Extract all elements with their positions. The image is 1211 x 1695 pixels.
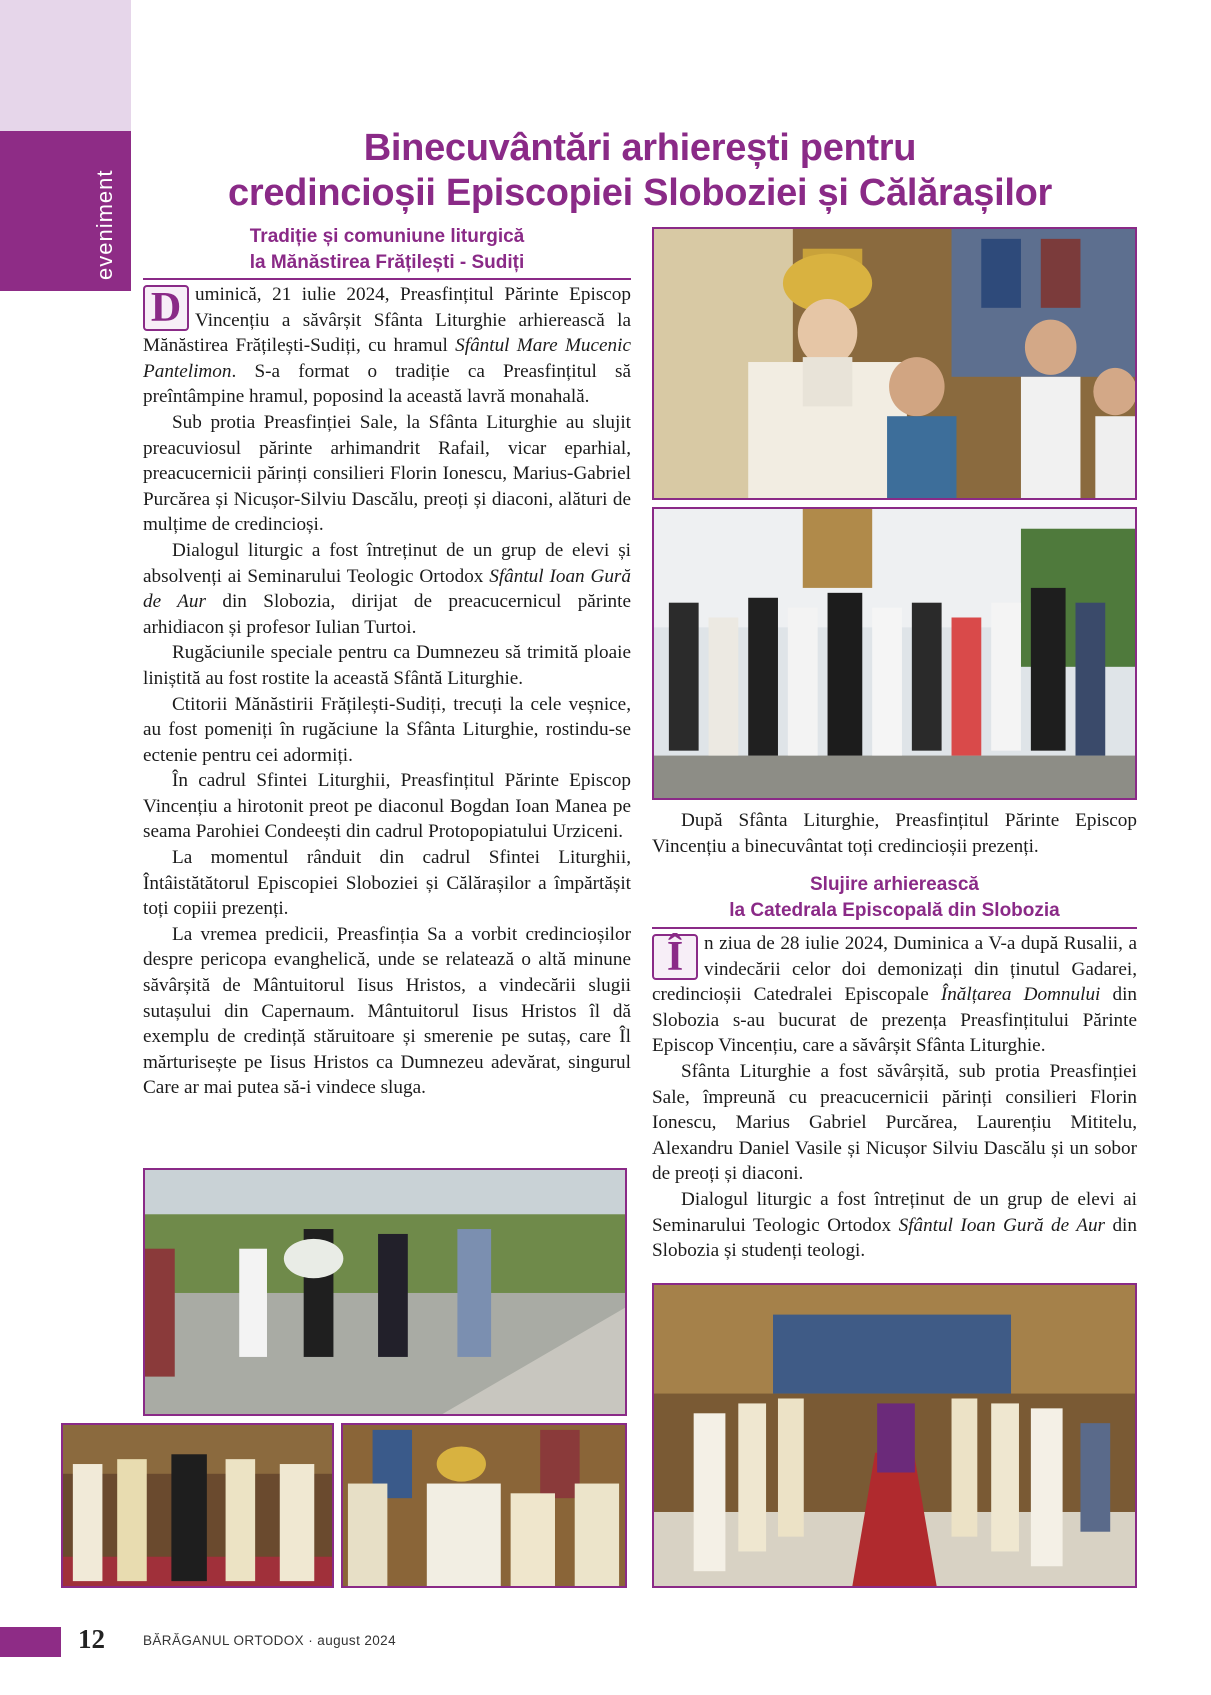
article1-paragraph-5: Ctitorii Mănăstirii Frățilești-Sudiți, trecuți la cele veșnice, au fost pomeniți în rugăciune la Sfânta Liturghie, rostindu-se ectenie pentru cei adormiți.	[143, 693, 631, 766]
photo-communion	[652, 227, 1137, 500]
article2-subhead-line-1: Slujire arhierească	[810, 874, 979, 895]
article1-paragraph-7: La momentul rânduit din cadrul Sfintei Liturghii, Întâistătătorul Episcopiei Sloboziei și Călărașilor a împărtășit toți copiii prezenți.	[143, 847, 631, 920]
article2-paragraph-1: Î n ziua de 28 iulie 2024, Duminica a V-a după Rusalii, a vindecării celor doi demonizați din ținutul Gadarei, credincioșii Catedralei Episcopale Înălțarea Domnului din Slobozia s-au bucurat de prezența Preasfințitului Părinte Episcop Vincențiu, care a săvârșit Sfânta Liturghie.	[652, 933, 1137, 1057]
article1-paragraph-8: La vremea predicii, Preasfinția Sa a vorbit credincioșilor despre pericopa evanghelică, unde se relatează o altă minune săvârșită de Mântuitorul Iisus Hristos, a vindecării slugii sutașului din Capernaum. Mântuitorul Iisus Hristos îl dă exemplu de credință stăruitoare și smerenie pe sutaș, care Îl mărturisește pe Iisus Hristos ca Dumnezeu adevărat, singurul Care ar mai putea să-i vindece sluga.	[143, 923, 631, 1099]
article2-rule	[652, 927, 1137, 929]
photo-outdoor-welcome	[143, 1168, 627, 1416]
footer-bar	[0, 1627, 61, 1657]
article1-rule	[143, 278, 631, 280]
side-tab-light	[0, 0, 131, 131]
page-number: 12	[78, 1624, 105, 1654]
page-title	[200, 126, 1080, 216]
article1-body	[143, 282, 631, 1101]
article1-paragraph-2: Sub protia Preasfinției Sale, la Sfânta Liturghie au slujit preacuviosul părinte arhimandrit Rafail, vicar eparhial, preacucernicii părinți consilieri Florin Ionescu, Marius-Gabriel Purcărea și Nicușor-Silviu Dascălu, preoți și diaconi, alături de mulțime de credincioși.	[143, 411, 631, 536]
photo-clergy-right	[341, 1423, 627, 1588]
article1-paragraph-6: În cadrul Sfintei Liturghii, Preasfințitul Părinte Episcop Vincențiu a hirotonit preot pe diaconul Bogdan Ioan Manea pe seama Parohiei Condeești din cadrul Protopopiatului Urziceni.	[143, 770, 631, 843]
photo-group	[652, 507, 1137, 800]
article1-dropcap: D	[143, 285, 189, 331]
title-line-2: credincioșii Episcopiei Sloboziei și Călărașilor	[228, 172, 1052, 214]
article1-paragraph-1: D uminică, 21 iulie 2024, Preasfințitul Părinte Episcop Vincențiu a săvârșit Sfânta Liturghie arhierească la Mănăstirea Frățilești-Sudiți, cu hramul Sfântul Mare Mucenic Pantelimon. S-a format o tradiție ca Preasfințitul să preîntâmpine hramul, poposind la această lavră monahală.	[143, 284, 631, 408]
photo-cathedral	[652, 1283, 1137, 1588]
section-label: eveniment	[92, 169, 117, 280]
article2-subhead	[652, 872, 1137, 924]
article2-body	[652, 931, 1137, 1264]
photo-caption: După Sfânta Liturghie, Preasfințitul Părinte Episcop Vincențiu a binecuvântat toți credincioșii prezenți.	[652, 810, 1137, 857]
article1-subhead	[143, 224, 631, 276]
article2-subhead-line-2: la Catedrala Episcopală din Slobozia	[729, 900, 1060, 921]
title-line-1: Binecuvântări arhierești pentru	[363, 127, 917, 169]
article1-subhead-line-1: Tradiție și comuniune liturgică	[249, 226, 525, 247]
article2-dropcap: Î	[652, 934, 698, 980]
article1-paragraph-3: Dialogul liturgic a fost întreținut de un grup de elevi și absolvenți ai Seminarului Teologic Ortodox Sfântul Ioan Gură de Aur din Slobozia, dirijat de preacucernicul părinte arhidiacon și profesor Iulian Turtoi.	[143, 539, 631, 638]
article1-subhead-line-2: la Mănăstirea Frățilești - Sudiți	[249, 252, 525, 273]
article2-paragraph-2: Sfânta Liturghie a fost săvârșită, sub protia Preasfinției Sale, împreună cu preacucernicii părinți consilieri Florin Ionescu, Marius Gabriel Purcărea, Laurențiu Mititelu, Alexandru Daniel Vasile și Nicușor Silviu Dascălu și un sobor de preoți și diaconi.	[652, 1060, 1137, 1185]
publication-footer: BĂRĂGANUL ORTODOX · august 2024	[143, 1633, 397, 1648]
photo-clergy-left	[61, 1423, 334, 1588]
article2-paragraph-3: Dialogul liturgic a fost întreținut de un grup de elevi ai Seminarului Teologic Ortodox Sfântul Ioan Gură de Aur din Slobozia și studenți teologi.	[652, 1188, 1137, 1262]
article1-paragraph-4: Rugăciunile speciale pentru ca Dumnezeu să trimită ploaie liniștită au fost rostite la această Sfântă Liturghie.	[143, 642, 631, 689]
